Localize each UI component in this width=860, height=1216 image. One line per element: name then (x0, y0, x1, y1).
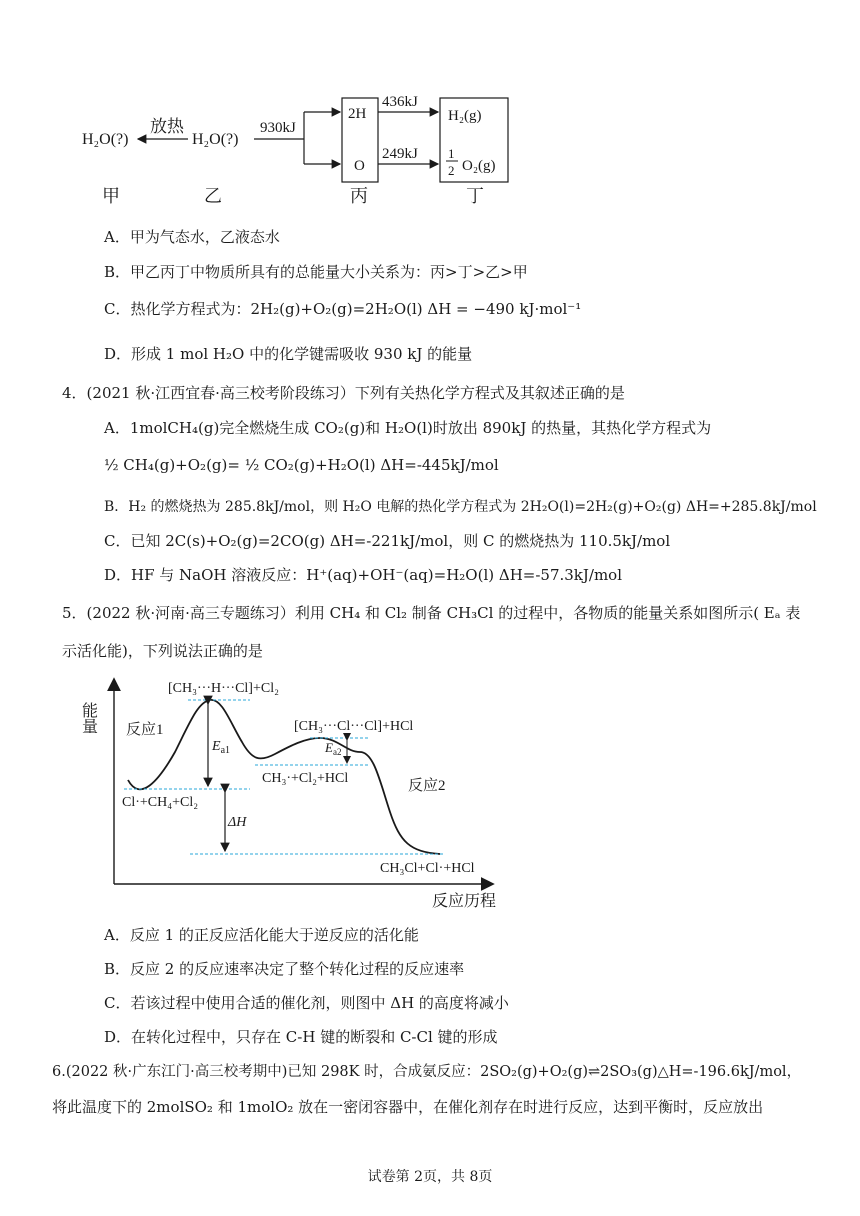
products-label: CH₃Cl+Cl·+HCl (380, 861, 475, 876)
stage-ding: 丁 (466, 186, 484, 206)
reaction2-label: 反应2 (408, 778, 446, 794)
h2-product-label: H₂(g) (448, 108, 482, 124)
q5-stem-line1: 5．(2022 秋·河南·高三专题练习）利用 CH₄ 和 Cl₂ 制备 CH₃Cl 的过程中，各物质的能量关系如图所示( Eₐ 表 (62, 604, 801, 622)
page-footer: 试卷第 2页，共 8页 (367, 1169, 493, 1185)
atom-2h-label: 2H (348, 106, 367, 122)
q4-option-a-equation: ½ CH₄(g)+O₂(g)= ½ CO₂(g)+H₂O(l) ΔH=-445kJ/mol (104, 456, 499, 474)
q6-line2: 将此温度下的 2molSO₂ 和 1molO₂ 放在一密闭容器中，在催化剂存在时进行反应，达到平衡时，反应放出 (52, 1098, 764, 1116)
water-energy-diagram (80, 92, 520, 212)
delta-h-label: ΔH (228, 815, 247, 830)
q5-stem-line2: 示活化能)，下列说法正确的是 (62, 642, 263, 660)
q3-option-c: C．热化学方程式为：2H₂(g)+O₂(g)=2H₂O(l) ΔH = −490 kJ·mol⁻¹ (104, 300, 582, 318)
q4-option-b: B．H₂ 的燃烧热为 285.8kJ/mol，则 H₂O 电解的热化学方程式为 2H₂O(l)=2H₂(g)+O₂(g) ΔH=+285.8kJ/mol (104, 499, 817, 515)
half-numerator: 1 (448, 146, 455, 161)
stage-yi: 乙 (204, 186, 222, 206)
q5-option-c: C．若该过程中使用合适的催化剂，则图中 ΔH 的高度将减小 (104, 994, 509, 1012)
q5-option-d: D．在转化过程中，只存在 C-H 键的断裂和 C-Cl 键的形成 (104, 1028, 498, 1046)
energy-436-label: 436kJ (382, 94, 418, 110)
ea1-label: $E_{a1}$ (212, 739, 231, 756)
h2o-yi-label: H₂O(?) (192, 131, 239, 148)
o2-product-label: O₂(g) (462, 158, 496, 174)
stage-bing: 丙 (350, 186, 368, 206)
q3-option-d: D．形成 1 mol H₂O 中的化学键需吸收 930 kJ 的能量 (104, 345, 473, 363)
q5-option-a: A．反应 1 的正反应活化能大于逆反应的活化能 (104, 926, 419, 944)
q4-option-a: A．1molCH₄(g)完全燃烧生成 CO₂(g)和 H₂O(l)时放出 890kJ 的热量，其热化学方程式为 (104, 419, 712, 437)
energy-930-label: 930kJ (260, 120, 296, 136)
x-axis-label: 反应历程 (432, 893, 497, 910)
q4-option-d: D．HF 与 NaOH 溶液反应：H⁺(aq)+OH⁻(aq)=H₂O(l) ΔH=-57.3kJ/mol (104, 566, 623, 584)
intermediate-label: CH₃·+Cl₂+HCl (262, 771, 349, 786)
ts1-label: [CH₃···H···Cl]+Cl₂ (168, 681, 279, 696)
q3-option-a: A．甲为气态水，乙液态水 (104, 228, 280, 246)
q6-line1: 6.(2022 秋·广东江门·高三校考期中)已知 298K 时，合成氨反应：2SO₂(g)+O₂(g)⇌2SO₃(g)△H=-196.6kJ/mol， (52, 1064, 802, 1080)
release-heat-label: 放热 (150, 117, 184, 136)
energy-249-label: 249kJ (382, 146, 418, 162)
ts2-label: [CH₃···Cl···Cl]+HCl (294, 719, 414, 734)
half-denominator: 2 (448, 163, 455, 178)
h2o-jia-label: H₂O(?) (82, 131, 129, 148)
stage-jia: 甲 (102, 186, 120, 206)
ea2-label: $E_{a2}$ (325, 740, 342, 757)
reaction1-label: 反应1 (126, 722, 164, 738)
q4-stem: 4．(2021 秋·江西宜春·高三校考阶段练习）下列有关热化学方程式及其叙述正确的是 (62, 384, 625, 402)
energy-profile-diagram (80, 672, 520, 912)
q5-option-b: B．反应 2 的反应速率决定了整个转化过程的反应速率 (104, 960, 465, 978)
reactants-label: Cl·+CH₄+Cl₂ (122, 795, 199, 810)
q4-option-c: C．已知 2C(s)+O₂(g)=2CO(g) ΔH=-221kJ/mol，则 C 的燃烧热为 110.5kJ/mol (104, 532, 671, 550)
y-axis-label-top: 能量 (80, 702, 97, 734)
atom-o-label: O (354, 158, 365, 174)
q3-option-b: B．甲乙丙丁中物质所具有的总能量大小关系为：丙>丁>乙>甲 (104, 263, 528, 281)
